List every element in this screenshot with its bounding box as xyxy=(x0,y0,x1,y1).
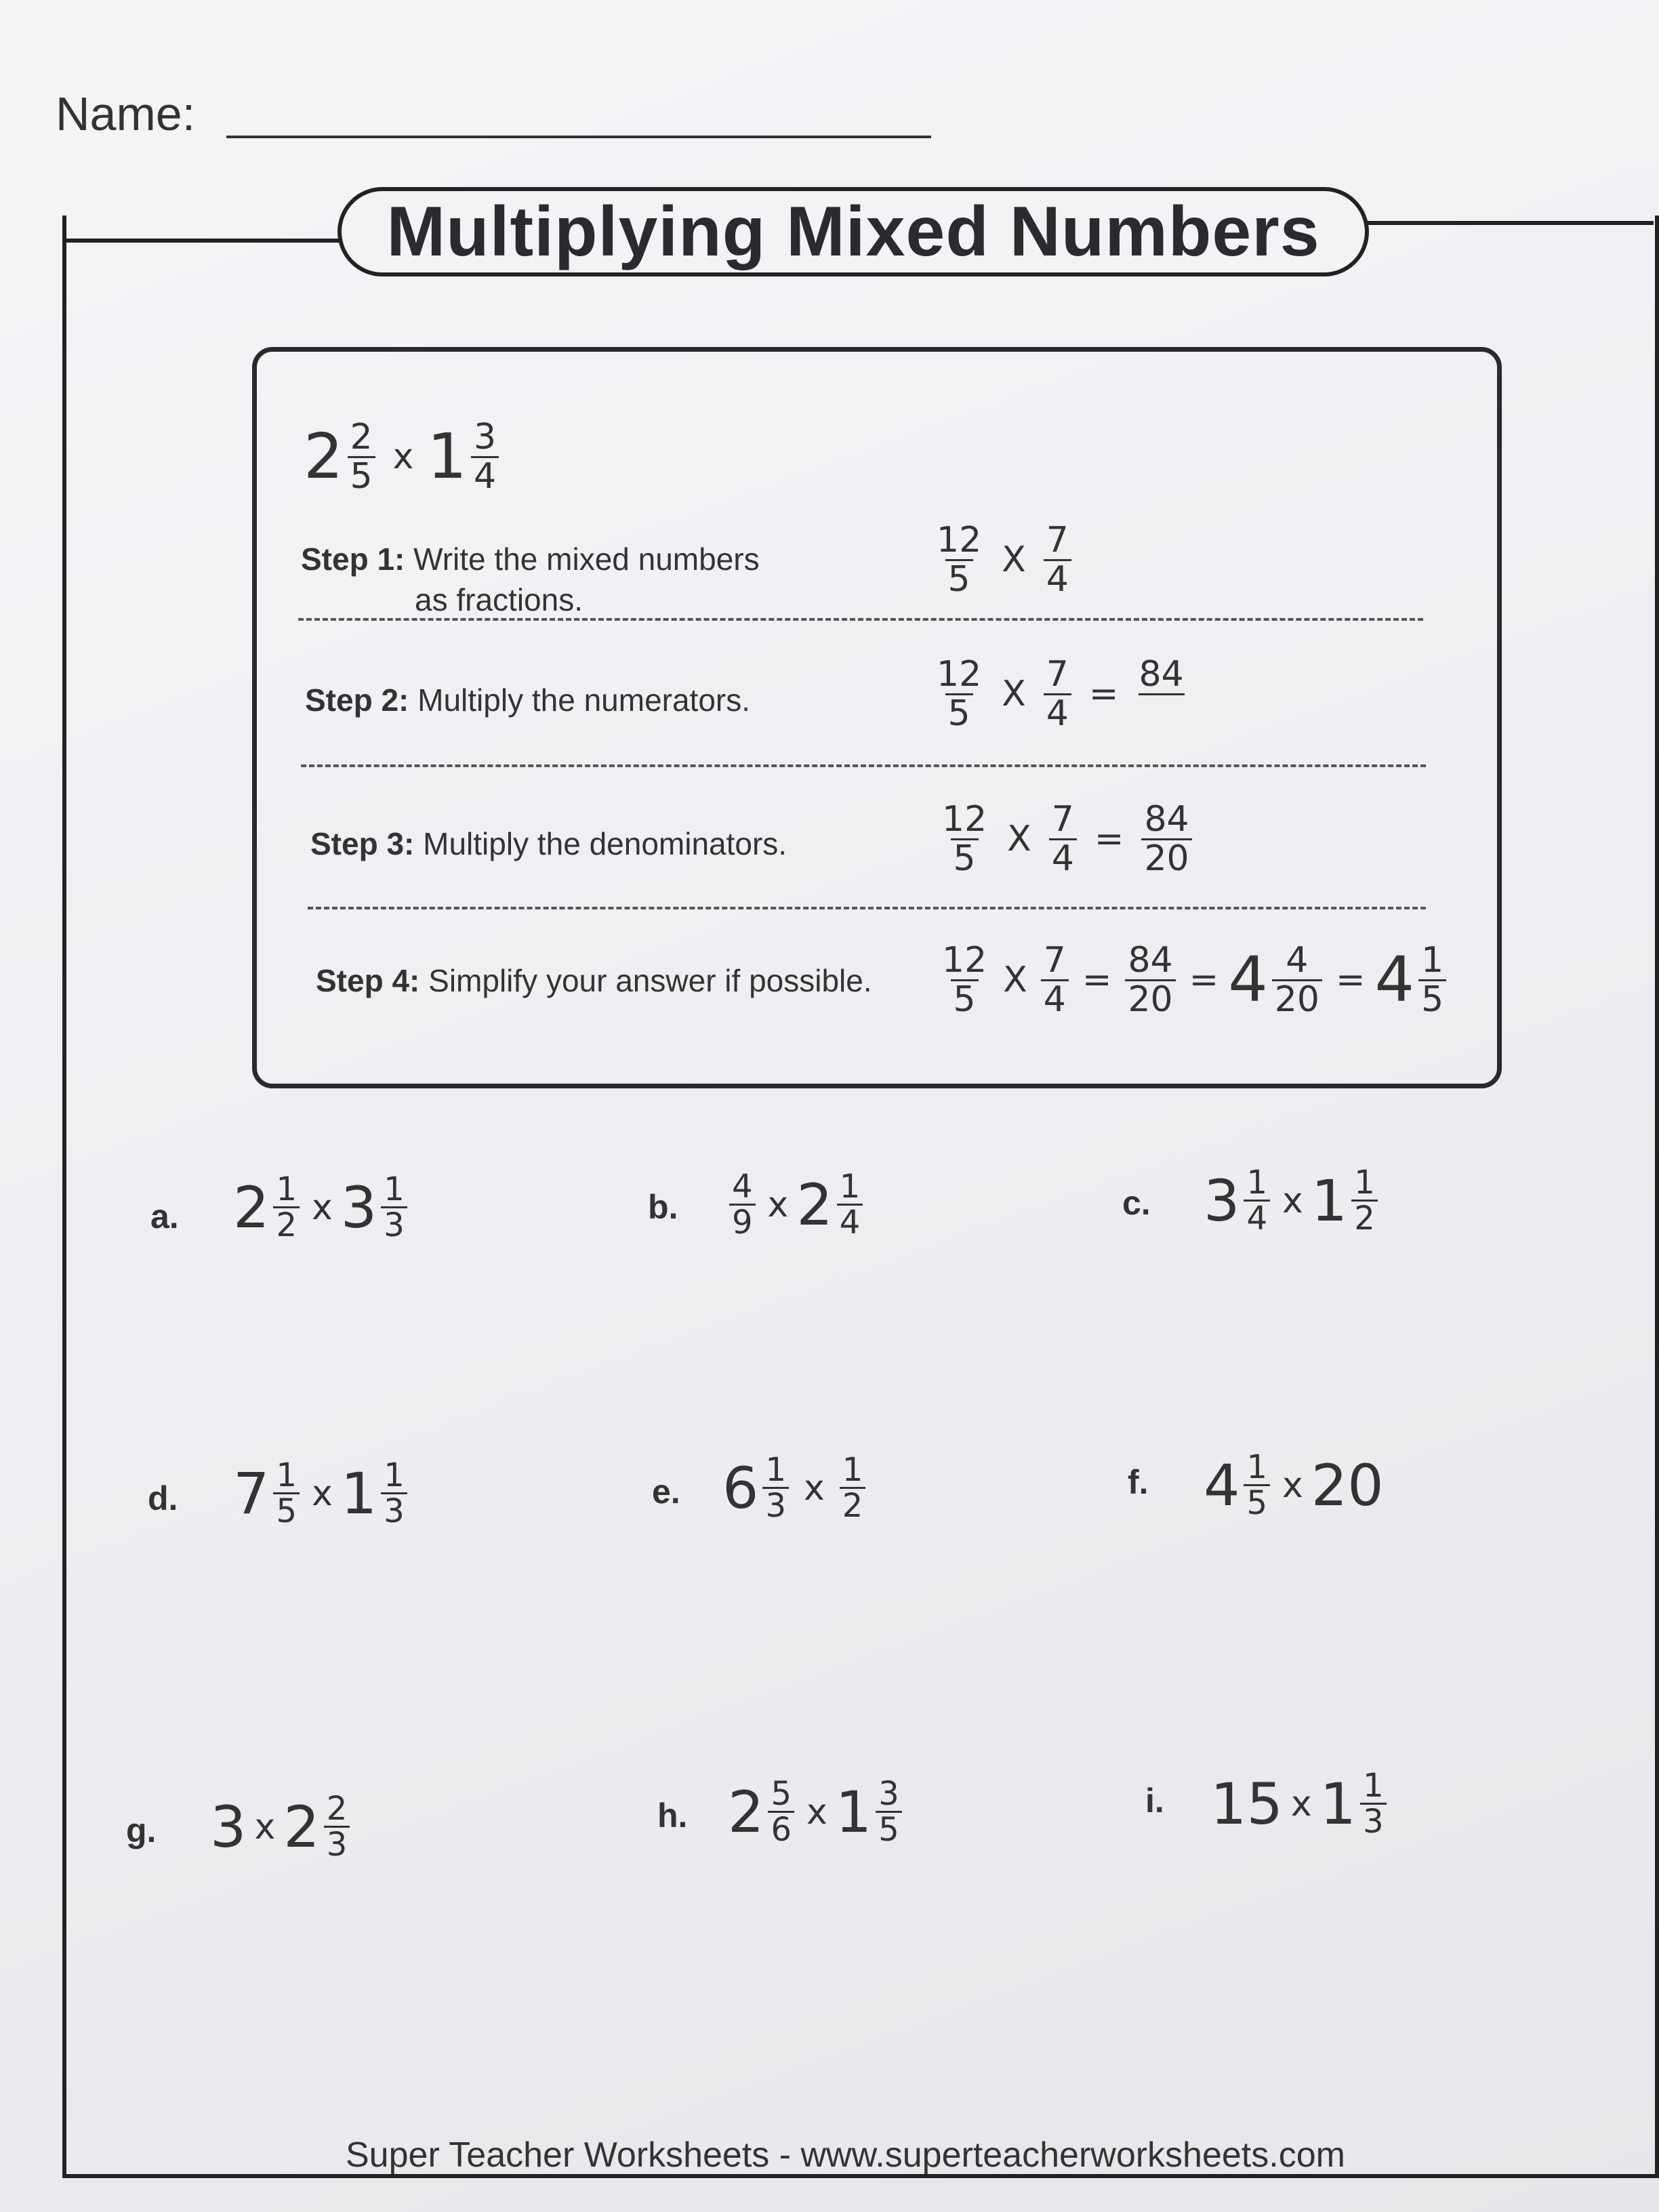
whole-number: 15 xyxy=(1210,1770,1283,1837)
numerator: 12 xyxy=(942,799,987,840)
numerator: 3 xyxy=(473,417,497,457)
whole-number: 2 xyxy=(728,1778,764,1845)
fraction xyxy=(729,1170,756,1240)
denominator: 4 xyxy=(1044,559,1071,598)
denominator: 5 xyxy=(348,456,375,495)
problem-label: h. xyxy=(657,1797,688,1835)
denominator: 4 xyxy=(1049,838,1077,878)
step-divider xyxy=(301,764,1426,767)
problem-g xyxy=(210,1792,354,1862)
numerator: 1 xyxy=(276,1456,297,1494)
numerator: 7 xyxy=(1046,654,1069,695)
step-description: Multiply the denominators. xyxy=(423,826,787,861)
times-sign: X xyxy=(1003,960,1027,1001)
numerator: 3 xyxy=(878,1775,899,1813)
whole-number: 6 xyxy=(722,1454,759,1521)
fraction xyxy=(1141,801,1191,877)
numerator: 1 xyxy=(1246,1448,1267,1486)
fraction xyxy=(1351,1166,1378,1236)
fraction xyxy=(348,419,375,495)
step-2-text xyxy=(305,680,750,721)
times-sign: x xyxy=(1290,1783,1312,1824)
fraction xyxy=(934,522,984,598)
denominator: 5 xyxy=(273,1492,300,1528)
step-4-text xyxy=(316,961,872,1002)
numerator: 84 xyxy=(1139,654,1184,695)
step-4-work xyxy=(935,942,1450,1018)
denominator: 9 xyxy=(729,1204,756,1240)
fraction xyxy=(273,1458,300,1529)
denominator: 6 xyxy=(768,1811,794,1847)
whole-number: 1 xyxy=(1319,1770,1357,1837)
fraction xyxy=(324,1792,350,1862)
whole-number: 2 xyxy=(796,1171,833,1238)
fraction xyxy=(939,942,989,1018)
fraction xyxy=(837,1170,863,1240)
problem-a xyxy=(233,1172,411,1243)
fraction xyxy=(1041,942,1069,1018)
fraction xyxy=(762,1453,789,1523)
fraction xyxy=(1044,656,1071,732)
fraction xyxy=(381,1458,407,1529)
whole-number: 2 xyxy=(304,420,344,493)
denominator: 2 xyxy=(273,1206,300,1242)
numerator: 1 xyxy=(384,1170,405,1208)
numerator: 1 xyxy=(1354,1164,1375,1202)
example-problem xyxy=(304,419,503,495)
denominator: 2 xyxy=(1351,1200,1378,1235)
problem-i xyxy=(1210,1769,1391,1839)
border-top-right xyxy=(1362,221,1654,225)
denominator: 4 xyxy=(1041,979,1069,1019)
denominator: 3 xyxy=(381,1206,407,1242)
step-label: Step 2: xyxy=(305,682,409,718)
problem-d xyxy=(233,1458,411,1529)
equals-sign: = xyxy=(1189,960,1219,1001)
fraction xyxy=(1244,1450,1270,1521)
step-label: Step 1: xyxy=(301,541,405,577)
denominator: 5 xyxy=(1244,1484,1270,1520)
fraction xyxy=(1136,656,1186,732)
denominator: 20 xyxy=(1141,838,1191,878)
denominator: 20 xyxy=(1272,979,1322,1019)
problem-h xyxy=(728,1777,906,1847)
denominator: 3 xyxy=(1360,1803,1387,1839)
footer-credit: Super Teacher Worksheets - www.superteacherworksheets.com xyxy=(346,2135,1345,2175)
numerator: 7 xyxy=(1051,799,1074,840)
denominator: 4 xyxy=(471,456,499,495)
denominator: 2 xyxy=(840,1487,866,1523)
problem-label: c. xyxy=(1122,1184,1151,1222)
numerator: 7 xyxy=(1046,520,1069,560)
step-description: Multiply the numerators. xyxy=(417,682,751,718)
times-sign: x xyxy=(804,1467,825,1509)
whole-number: 3 xyxy=(1204,1167,1240,1234)
problem-c xyxy=(1204,1166,1382,1236)
numerator: 1 xyxy=(842,1451,863,1489)
step-2-work xyxy=(930,656,1191,732)
denominator: 20 xyxy=(1125,979,1175,1019)
equals-sign: = xyxy=(1082,960,1112,1001)
fraction xyxy=(273,1172,300,1243)
equals-sign: = xyxy=(1088,674,1119,715)
name-line xyxy=(226,136,931,138)
times-sign: X xyxy=(1002,674,1026,715)
fraction xyxy=(840,1453,866,1523)
problem-b xyxy=(725,1170,867,1240)
page-title: Multiplying Mixed Numbers xyxy=(386,192,1320,271)
numerator: 1 xyxy=(276,1170,297,1208)
denominator: 5 xyxy=(876,1811,902,1847)
numerator: 1 xyxy=(1363,1767,1384,1805)
problem-e xyxy=(722,1453,869,1523)
whole-number: 1 xyxy=(340,1460,377,1527)
whole-number: 7 xyxy=(233,1460,270,1527)
numerator: 2 xyxy=(350,417,373,457)
problem-label: f. xyxy=(1128,1463,1149,1501)
problem-label: g. xyxy=(126,1811,157,1849)
border-top-left xyxy=(62,239,347,243)
title-banner xyxy=(337,187,1369,276)
step-divider xyxy=(298,618,1423,621)
whole-number: 1 xyxy=(1311,1167,1348,1234)
problem-label: e. xyxy=(652,1473,680,1511)
fraction xyxy=(1360,1769,1387,1839)
numerator: 1 xyxy=(384,1456,405,1494)
numerator: 2 xyxy=(326,1790,348,1828)
step-3-work xyxy=(935,801,1196,877)
whole-number: 4 xyxy=(1374,943,1415,1017)
name-label: Name: xyxy=(56,87,196,140)
numerator: 1 xyxy=(765,1451,786,1489)
numerator: 84 xyxy=(1128,940,1173,981)
denominator: 5 xyxy=(951,979,979,1019)
problem-label: i. xyxy=(1145,1782,1164,1820)
step-label: Step 4: xyxy=(316,963,420,998)
problem-label: b. xyxy=(648,1188,678,1226)
whole-number: 1 xyxy=(835,1778,872,1845)
denominator-blank xyxy=(1139,693,1185,732)
whole-number: 4 xyxy=(1228,943,1268,1017)
denominator: 5 xyxy=(1418,979,1446,1019)
problem-label: d. xyxy=(148,1479,178,1517)
problem-label: a. xyxy=(150,1197,179,1235)
step-3-text xyxy=(310,824,787,865)
numerator: 1 xyxy=(839,1168,861,1206)
times-sign: x xyxy=(312,1473,333,1514)
numerator: 5 xyxy=(771,1775,792,1813)
times-sign: x xyxy=(1282,1465,1303,1506)
denominator: 5 xyxy=(945,693,973,733)
fraction xyxy=(1272,942,1322,1018)
denominator: 3 xyxy=(762,1487,789,1523)
fraction xyxy=(381,1172,407,1243)
fraction xyxy=(1125,942,1175,1018)
denominator: 5 xyxy=(945,559,973,598)
step-description: as fractions. xyxy=(415,581,583,617)
times-sign: x xyxy=(806,1791,827,1832)
fraction xyxy=(471,419,499,495)
numerator: 4 xyxy=(1286,940,1309,981)
denominator: 5 xyxy=(951,838,979,878)
times-sign: x xyxy=(312,1187,333,1228)
numerator: 84 xyxy=(1144,799,1189,840)
step-description: Write the mixed numbers xyxy=(413,541,760,577)
fraction xyxy=(934,656,984,732)
fraction xyxy=(1044,522,1071,598)
step-1-work xyxy=(930,522,1076,598)
numerator: 12 xyxy=(942,940,987,981)
times-sign: x xyxy=(767,1184,789,1225)
whole-number: 2 xyxy=(283,1793,320,1860)
numerator: 1 xyxy=(1246,1164,1267,1202)
step-divider xyxy=(308,907,1426,909)
equals-sign: = xyxy=(1094,819,1124,860)
numerator: 12 xyxy=(937,520,982,560)
numerator: 12 xyxy=(937,654,982,695)
denominator: 4 xyxy=(837,1204,863,1240)
times-sign: X xyxy=(1002,539,1026,581)
numerator: 4 xyxy=(732,1168,753,1206)
whole-number: 4 xyxy=(1204,1452,1240,1519)
whole-number: 3 xyxy=(340,1174,377,1241)
fraction xyxy=(939,801,989,877)
times-sign: X xyxy=(1007,819,1031,860)
numerator: 1 xyxy=(1421,940,1444,981)
whole-number: 2 xyxy=(233,1174,270,1241)
denominator: 3 xyxy=(381,1492,407,1528)
step-description: Simplify your answer if possible. xyxy=(428,963,872,998)
whole-number: 1 xyxy=(427,420,467,493)
denominator: 4 xyxy=(1044,693,1071,733)
fraction xyxy=(768,1777,794,1847)
problem-f xyxy=(1204,1450,1384,1521)
times-sign: x xyxy=(1282,1180,1303,1221)
denominator: 4 xyxy=(1244,1200,1270,1235)
whole-number: 20 xyxy=(1311,1452,1384,1519)
denominator: 3 xyxy=(324,1826,350,1862)
fraction xyxy=(1418,942,1446,1018)
step-1-text xyxy=(301,539,760,621)
whole-number: 3 xyxy=(210,1793,247,1860)
times-sign: x xyxy=(392,436,414,478)
fraction xyxy=(1049,801,1077,877)
fraction xyxy=(1244,1166,1270,1236)
times-sign: x xyxy=(254,1806,276,1847)
fraction xyxy=(876,1777,902,1847)
numerator: 7 xyxy=(1043,940,1066,981)
equals-sign: = xyxy=(1335,960,1366,1001)
step-label: Step 3: xyxy=(310,826,415,861)
